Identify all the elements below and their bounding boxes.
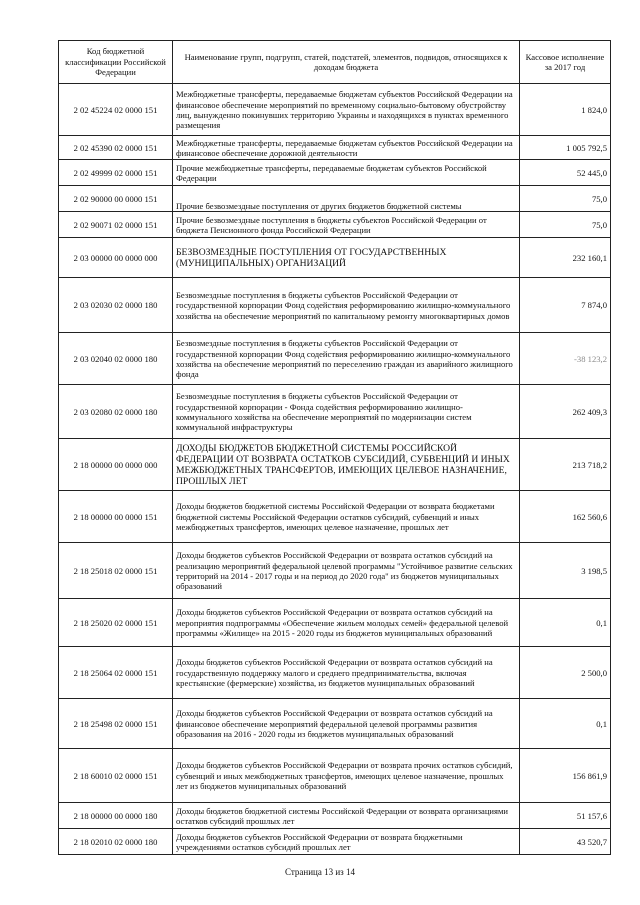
table-header-row xyxy=(59,41,611,84)
row-amount: 43 520,7 xyxy=(520,829,611,855)
row-code: 2 02 45224 02 0000 151 xyxy=(59,84,173,136)
row-name: Доходы бюджетов субъектов Российской Федерации от возврата остатков субсидий на мероприятия подпрограммы «Обеспечение жильем молодых семей» федеральной целевой программы «Жилище» на 2015 - 2020 годы из бюджетов муниципальных образований xyxy=(173,599,520,647)
row-code: 2 18 00000 00 0000 180 xyxy=(59,803,173,829)
row-name: Доходы бюджетов бюджетной системы Российской Федерации от возврата организациями остатков субсидий прошлых лет xyxy=(173,803,520,829)
header-amount: Кассовое исполнение за 2017 год xyxy=(520,41,611,84)
row-name: Доходы бюджетов субъектов Российской Федерации от возврата остатков субсидий на финансовое обеспечение мероприятий федеральной целевой программы развития образования на 2016 - 2020 годы из бюджетов муниципальных образований xyxy=(173,699,520,749)
row-code: 2 18 00000 00 0000 000 xyxy=(59,439,173,491)
budget-table xyxy=(58,40,611,855)
row-name: Доходы бюджетов субъектов Российской Федерации от возврата бюджетными учреждениями остатков субсидий прошлых лет xyxy=(173,829,520,855)
table-row xyxy=(59,491,611,543)
row-name: ДОХОДЫ БЮДЖЕТОВ БЮДЖЕТНОЙ СИСТЕМЫ РОССИЙСКОЙ ФЕДЕРАЦИИ ОТ ВОЗВРАТА ОСТАТКОВ СУБСИДИЙ, СУБВЕНЦИЙ И ИНЫХ МЕЖБЮДЖЕТНЫХ ТРАНСФЕРТОВ, ИМЕЮЩИХ ЦЕЛЕВОЕ НАЗНАЧЕНИЕ, ПРОШЛЫХ ЛЕТ xyxy=(173,439,520,491)
table-row xyxy=(59,212,611,238)
row-amount: 1 824,0 xyxy=(520,84,611,136)
page-number: Страница 13 из 14 xyxy=(285,867,355,877)
row-amount: 156 861,9 xyxy=(520,749,611,803)
table-row xyxy=(59,699,611,749)
row-amount: 0,1 xyxy=(520,699,611,749)
row-name: Доходы бюджетов субъектов Российской Федерации от возврата остатков субсидий на реализацию мероприятий федеральной целевой программы "Устойчивое развитие сельских территорий на 2014 - 2017 годы и на период до 2020 года" из бюджетов муниципальных образований xyxy=(173,543,520,599)
row-code: 2 18 02010 02 0000 180 xyxy=(59,829,173,855)
table-row xyxy=(59,829,611,855)
row-code: 2 03 02080 02 0000 180 xyxy=(59,385,173,439)
table-row xyxy=(59,385,611,439)
row-code: 2 18 25064 02 0000 151 xyxy=(59,647,173,699)
header-name: Наименование групп, подгрупп, статей, подстатей, элементов, подвидов, относящихся к доходам бюджета xyxy=(173,41,520,84)
row-name: Прочие межбюджетные трансферты, передаваемые бюджетам субъектов Российской Федерации xyxy=(173,160,520,186)
row-amount: 52 445,0 xyxy=(520,160,611,186)
row-amount: 213 718,2 xyxy=(520,439,611,491)
row-amount: 232 160,1 xyxy=(520,238,611,278)
table-row xyxy=(59,84,611,136)
row-name: Доходы бюджетов субъектов Российской Федерации от возврата остатков субсидий на государственную поддержку малого и среднего предпринимательства, включая крестьянские (фермерские) хозяйства, из бюджетов муниципальных образований xyxy=(173,647,520,699)
row-code: 2 02 90000 00 0000 151 xyxy=(59,186,173,212)
row-name: Межбюджетные трансферты, передаваемые бюджетам субъектов Российской Федерации на финансовое обеспечение дорожной деятельности xyxy=(173,136,520,160)
table-row xyxy=(59,186,611,212)
row-amount: -38 123,2 xyxy=(520,333,611,385)
row-code: 2 03 00000 00 0000 000 xyxy=(59,238,173,278)
table-row xyxy=(59,543,611,599)
row-name: Межбюджетные трансферты, передаваемые бюджетам субъектов Российской Федерации на финансовое обеспечение мероприятий по временному социально-бытовому обустройству лиц, вынужденно покинувших территорию Украины и находящихся в пунктах временного размещения xyxy=(173,84,520,136)
row-amount: 162 560,6 xyxy=(520,491,611,543)
row-name: Прочие безвозмездные поступления от других бюджетов бюджетной системы xyxy=(173,186,520,212)
header-code: Код бюджетной классификации Российской Федерации xyxy=(59,41,173,84)
row-name: Безвозмездные поступления в бюджеты субъектов Российской Федерации от государственной корпорации - Фонда содействия реформированию жилищно-коммунального хозяйства на обеспечение мероприятий по модернизации систем коммунальной инфраструктуры xyxy=(173,385,520,439)
row-code: 2 02 45390 02 0000 151 xyxy=(59,136,173,160)
row-amount: 2 500,0 xyxy=(520,647,611,699)
row-code: 2 03 02030 02 0000 180 xyxy=(59,278,173,333)
row-code: 2 02 90071 02 0000 151 xyxy=(59,212,173,238)
table-row xyxy=(59,333,611,385)
table-row xyxy=(59,749,611,803)
row-amount: 51 157,6 xyxy=(520,803,611,829)
row-amount: 3 198,5 xyxy=(520,543,611,599)
row-amount: 0,1 xyxy=(520,599,611,647)
row-name: Безвозмездные поступления в бюджеты субъектов Российской Федерации от государственной корпорации Фонд содействия реформированию жилищно-коммунального хозяйства на обеспечение мероприятий по переселению граждан из аварийного жилищного фонда xyxy=(173,333,520,385)
row-code: 2 18 00000 00 0000 151 xyxy=(59,491,173,543)
row-name: Доходы бюджетов бюджетной системы Российской Федерации от возврата бюджетами бюджетной системы Российской Федерации остатков субсидий, субвенций и иных межбюджетных трансфертов, имеющих целевое назначение, прошлых лет xyxy=(173,491,520,543)
row-name: Доходы бюджетов субъектов Российской Федерации от возврата прочих остатков субсидий, субвенций и иных межбюджетных трансфертов, имеющих целевое назначение, прошлых лет из бюджетов муниципальных образований xyxy=(173,749,520,803)
table-row xyxy=(59,160,611,186)
row-code: 2 02 49999 02 0000 151 xyxy=(59,160,173,186)
table-row xyxy=(59,238,611,278)
row-amount: 75,0 xyxy=(520,212,611,238)
table-row xyxy=(59,136,611,160)
row-amount: 1 005 792,5 xyxy=(520,136,611,160)
row-code: 2 18 25018 02 0000 151 xyxy=(59,543,173,599)
row-name: Безвозмездные поступления в бюджеты субъектов Российской Федерации от государственной корпорации Фонд содействия реформированию жилищно-коммунального хозяйства на обеспечение мероприятий по капитальному ремонту многоквартирных домов xyxy=(173,278,520,333)
row-name: Прочие безвозмездные поступления в бюджеты субъектов Российской Федерации от бюджета Пенсионного фонда Российской Федерации xyxy=(173,212,520,238)
row-code: 2 03 02040 02 0000 180 xyxy=(59,333,173,385)
row-amount: 7 874,0 xyxy=(520,278,611,333)
table-row xyxy=(59,278,611,333)
table-row xyxy=(59,803,611,829)
table-row xyxy=(59,647,611,699)
row-code: 2 18 60010 02 0000 151 xyxy=(59,749,173,803)
row-code: 2 18 25020 02 0000 151 xyxy=(59,599,173,647)
row-name: БЕЗВОЗМЕЗДНЫЕ ПОСТУПЛЕНИЯ ОТ ГОСУДАРСТВЕННЫХ (МУНИЦИПАЛЬНЫХ) ОРГАНИЗАЦИЙ xyxy=(173,238,520,278)
table-row xyxy=(59,599,611,647)
row-amount: 75,0 xyxy=(520,186,611,212)
table-row xyxy=(59,439,611,491)
row-amount: 262 409,3 xyxy=(520,385,611,439)
row-code: 2 18 25498 02 0000 151 xyxy=(59,699,173,749)
